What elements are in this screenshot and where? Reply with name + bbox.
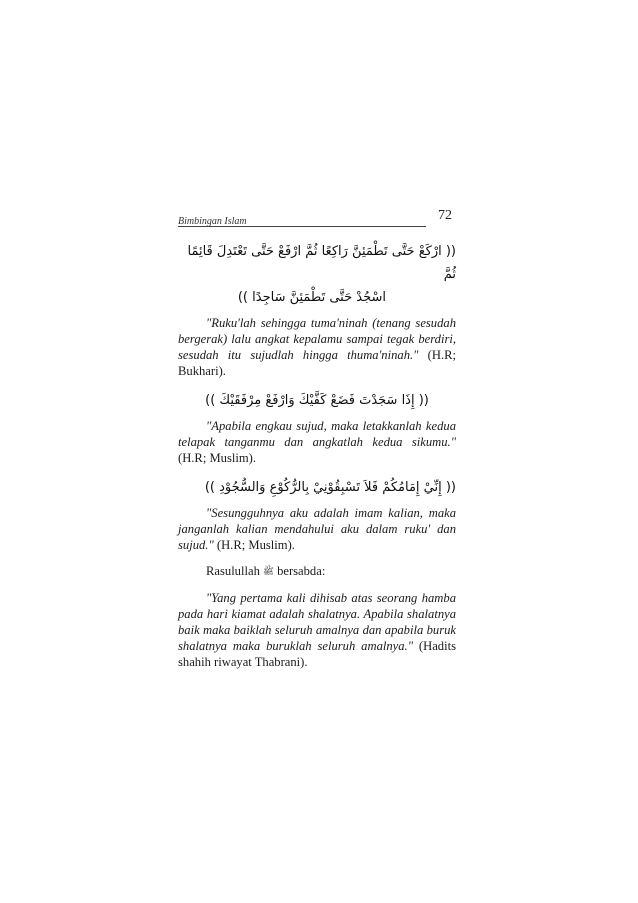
page-header: [178, 208, 458, 232]
closing-intro-after: bersabda:: [277, 564, 326, 578]
page-number: 72: [438, 208, 452, 223]
closing-intro: [178, 563, 456, 580]
closing-source: (Hadits shahih riwayat Thabrani).: [178, 639, 456, 669]
hadith-3-source: (H.R; Muslim).: [216, 538, 295, 552]
book-title: Bimbingan Islam: [178, 216, 247, 227]
hadith-2-translation: [178, 418, 456, 466]
closing-translation-text: "Yang pertama kali dihisab atas seorang hamba pada hari kiamat adalah shalatnya. Apabila shalatnya baik maka baiklah seluruh amalnya dan apabila buruk shalatnya maka buruklah seluruh amalnya.": [178, 591, 456, 653]
page-content: [178, 240, 456, 670]
hadith-1-translation-text: "Ruku'lah sehingga tuma'ninah (tenang sesudah bergerak) lalu angkat kepalamu sampai tegak berdiri, sesudah itu sujudlah hingga thuma'ninah.": [178, 316, 456, 362]
hadith-1-arabic-line-1: (( ارْكَعْ حَتَّى تَطْمَئِنَّ رَاكِعًا ثُمَّ ارْفَعْ حَتَّى تَعْتَدِلَ قَائِمًا ثُمَّ: [187, 244, 456, 282]
hadith-3-translation-text: "Sesungguhnya aku adalah imam kalian, maka janganlah kalian mendahului aku dalam ruku' dan sujud.": [178, 506, 456, 552]
hadith-1-translation: [178, 315, 456, 379]
hadith-2-arabic: (( إِذَا سَجَدْتَ فَضَعْ كَفَّيْكَ وَارْفَعْ مِرْفَقَيْكَ )): [205, 393, 429, 408]
hadith-1-arabic-line-2: اسْجُدْ حَتَّى تَطْمَئِنَّ سَاجِدًا )): [237, 290, 386, 305]
hadith-3-translation: [178, 505, 456, 553]
closing-intro-before: Rasulullah: [206, 564, 260, 578]
hadith-1-source: (H.R; Bukhari).: [178, 348, 457, 378]
header-divider: [178, 226, 426, 227]
hadith-2-translation-text: "Apabila engkau sujud, maka letakkanlah kedua telapak tanganmu dan angkatlah kedua sikumu.": [178, 419, 456, 449]
hadith-3-arabic: (( إِنِّيْ إِمَامُكُمْ فَلاَ تَسْبِقُوْنِيْ بِالرُّكُوْعِ وَالسُّجُوْدِ )): [204, 480, 456, 495]
salawat-symbol: ﷺ: [263, 567, 274, 577]
closing-translation: [178, 590, 456, 670]
hadith-2-source: (H.R; Muslim).: [178, 451, 257, 465]
